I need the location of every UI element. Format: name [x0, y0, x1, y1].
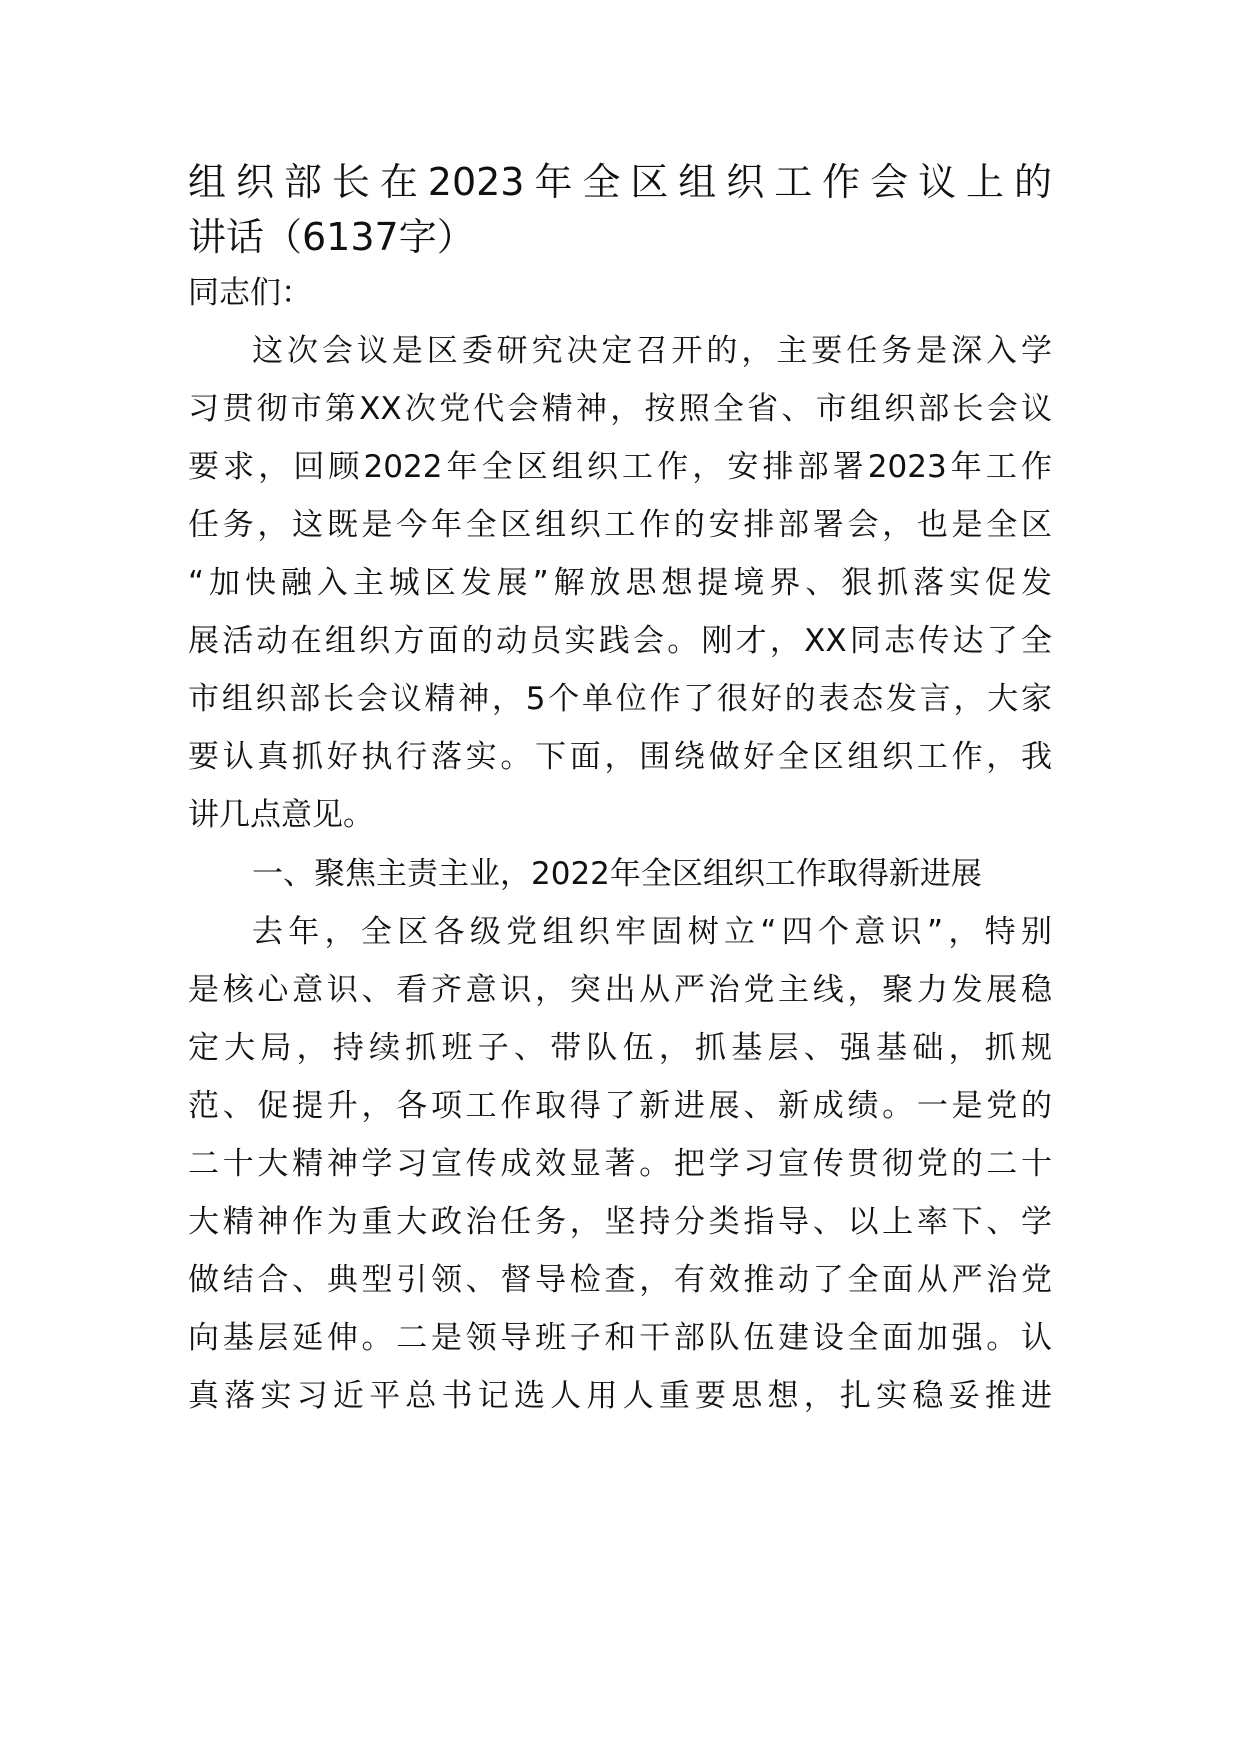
- text-line: 讲几点意见。: [188, 797, 374, 833]
- text-line: 任务，这既是今年全区组织工作的安排部署会，也是全区: [188, 507, 1052, 543]
- document-title-line-1: 组织部长在2023年全区组织工作会议上的: [188, 160, 1052, 204]
- salutation: 同志们：: [188, 275, 312, 311]
- text-line: 大精神作为重大政治任务，坚持分类指导、以上率下、学: [188, 1204, 1052, 1240]
- text-line: 向基层延伸。二是领导班子和干部队伍建设全面加强。认: [188, 1320, 1052, 1356]
- section-heading-1: 一、聚焦主责主业，2022年全区组织工作取得新进展: [252, 856, 982, 892]
- text-line: 习贯彻市第XX次党代会精神，按照全省、市组织部长会议: [188, 391, 1052, 427]
- text-line: 市组织部长会议精神，5个单位作了很好的表态发言，大家: [188, 681, 1052, 717]
- text-line: 二十大精神学习宣传成效显著。把学习宣传贯彻党的二十: [188, 1146, 1052, 1182]
- text-line: 定大局，持续抓班子、带队伍，抓基层、强基础，抓规: [188, 1030, 1052, 1066]
- text-line: 做结合、典型引领、督导检查，有效推动了全面从严治党: [188, 1262, 1052, 1298]
- document-title-line-2: 讲话（6137字）: [188, 215, 475, 259]
- text-line: 要求，回顾2022年全区组织工作，安排部署2023年工作: [188, 449, 1052, 485]
- text-line: 这次会议是区委研究决定召开的，主要任务是深入学: [252, 333, 1052, 369]
- text-line: “加快融入主城区发展”解放思想提境界、狠抓落实促发: [188, 565, 1052, 601]
- text-line: 展活动在组织方面的动员实践会。刚才，XX同志传达了全: [188, 623, 1052, 659]
- text-line: 要认真抓好执行落实。下面，围绕做好全区组织工作，我: [188, 739, 1052, 775]
- text-line: 是核心意识、看齐意识，突出从严治党主线，聚力发展稳: [188, 972, 1052, 1008]
- text-line: 范、促提升，各项工作取得了新进展、新成绩。一是党的: [188, 1088, 1052, 1124]
- text-line: 真落实习近平总书记选人用人重要思想，扎实稳妥推进: [188, 1378, 1052, 1414]
- text-line: 去年，全区各级党组织牢固树立“四个意识”，特别: [252, 914, 1052, 950]
